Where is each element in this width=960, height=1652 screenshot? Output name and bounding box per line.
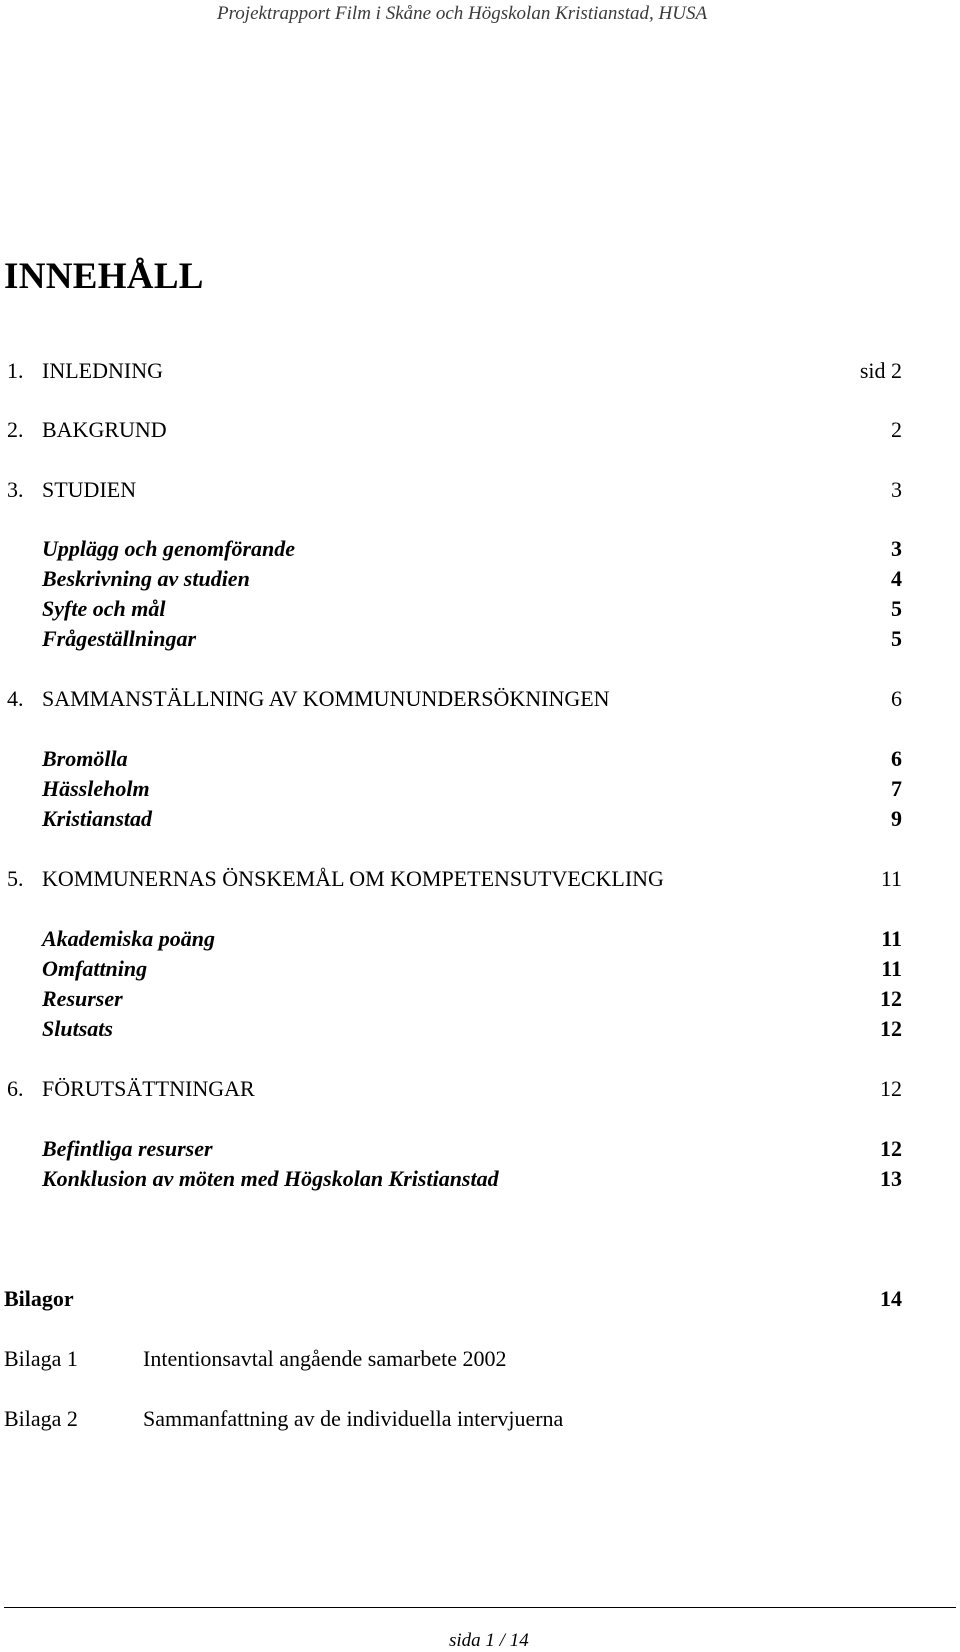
toc-section-title: SAMMANSTÄLLNING AV KOMMUNUNDERSÖKNINGEN: [42, 686, 610, 711]
toc-section-page: 12: [880, 1076, 902, 1101]
page-indicator: sida 1 / 14: [449, 1630, 529, 1651]
toc-subsection-page: 5: [891, 626, 902, 651]
toc-section-number: 6.: [7, 1076, 24, 1101]
toc-section-number: 1.: [7, 358, 24, 383]
toc-section-title: KOMMUNERNAS ÖNSKEMÅL OM KOMPETENSUTVECKLING: [42, 866, 664, 891]
toc-subsection-title: Hässleholm: [42, 776, 150, 801]
toc-subsection-title: Upplägg och genomförande: [42, 536, 295, 561]
toc-section-title: FÖRUTSÄTTNINGAR: [42, 1076, 255, 1101]
toc-subsection-title: Frågeställningar: [42, 626, 197, 651]
toc-subsection-page: 7: [891, 776, 902, 801]
toc-subsection-page: 13: [880, 1166, 902, 1191]
toc-subsection-page: 12: [880, 1136, 902, 1161]
toc-section-page: 3: [891, 477, 902, 502]
toc-subsection-page: 11: [881, 926, 902, 951]
appendix-label: Bilaga 2: [4, 1406, 78, 1431]
appendix-label: Bilaga 1: [4, 1346, 78, 1371]
toc-title: INNEHÅLL: [4, 256, 204, 297]
toc-subsection-page: 4: [891, 566, 902, 591]
toc-subsection-page: 6: [891, 746, 902, 771]
toc-subsection-title: Konklusion av möten med Högskolan Kristianstad: [42, 1166, 499, 1191]
toc-subsection-page: 3: [891, 536, 902, 561]
toc-section-number: 4.: [7, 686, 24, 711]
toc-subsection-title: Slutsats: [42, 1016, 113, 1041]
toc-section-number: 5.: [7, 866, 24, 891]
toc-subsection-page: 5: [891, 596, 902, 621]
toc-subsection-title: Befintliga resurser: [42, 1136, 213, 1161]
toc-section-page: sid 2: [859, 358, 902, 383]
toc-subsection-title: Omfattning: [42, 956, 148, 981]
toc-subsection-page: 12: [880, 986, 902, 1011]
toc-section-page: 11: [880, 866, 902, 891]
toc-section-page: 2: [891, 417, 902, 442]
appendices-page: 14: [880, 1286, 902, 1311]
running-header: Projektrapport Film i Skåne och Högskolan Kristianstad, HUSA: [217, 3, 708, 24]
footer-divider: [4, 1607, 956, 1608]
appendix-description: Sammanfattning av de individuella intervjuerna: [143, 1406, 564, 1431]
toc-subsection-title: Syfte och mål: [42, 596, 166, 621]
toc-subsection-title: Bromölla: [42, 746, 128, 771]
toc-subsection-page: 9: [891, 806, 902, 831]
toc-subsection-title: Resurser: [42, 986, 123, 1011]
toc-section-title: INLEDNING: [42, 358, 163, 383]
appendix-description: Intentionsavtal angående samarbete 2002: [143, 1346, 507, 1371]
appendices-title: Bilagor: [4, 1286, 74, 1311]
toc-subsection-title: Kristianstad: [42, 806, 153, 831]
toc-section-number: 3.: [7, 477, 24, 502]
toc-subsection-page: 11: [881, 956, 902, 981]
toc-section-title: STUDIEN: [42, 477, 137, 502]
toc-subsection-title: Akademiska poäng: [42, 926, 215, 951]
toc-section-title: BAKGRUND: [42, 417, 167, 442]
toc-section-page: 6: [891, 686, 902, 711]
toc-section-number: 2.: [7, 417, 24, 442]
toc-subsection-title: Beskrivning av studien: [42, 566, 250, 591]
toc-subsection-page: 12: [880, 1016, 902, 1041]
